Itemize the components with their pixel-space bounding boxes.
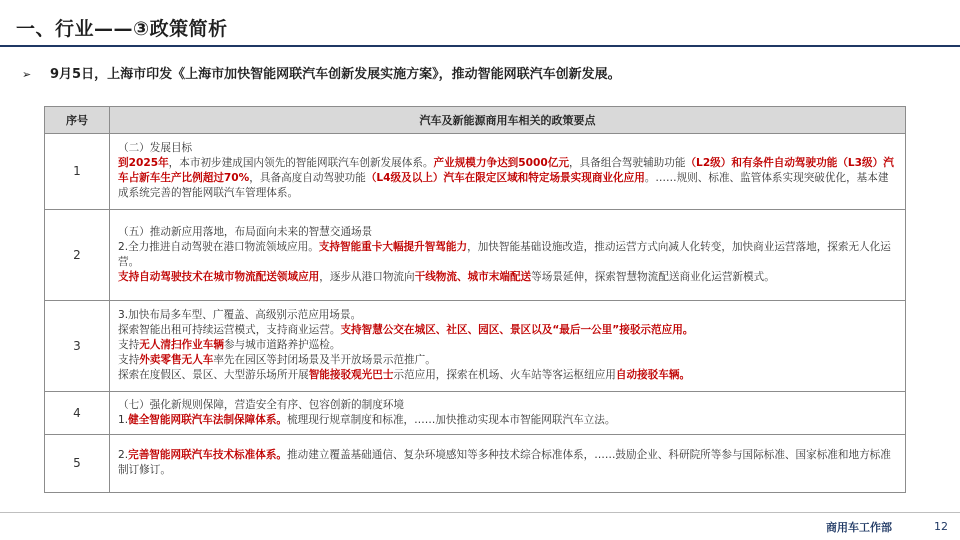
row-number: 2 (45, 210, 110, 301)
policy-text: （二）发展目标 (118, 142, 193, 154)
row-number: 1 (45, 134, 110, 210)
policy-text: ，具备组合驾驶辅助功能 (568, 157, 686, 169)
policy-paragraph (118, 225, 897, 240)
policy-text: ，加快智能基础设施改造，推动运营方式向减人化转变，加快商业运营落地，探索无人化运营。 (118, 240, 891, 268)
row-number: 5 (45, 435, 110, 493)
table-row (45, 435, 906, 493)
policy-text: 等场景延伸，探索智慧物流配送商业化运营新模式。 (531, 270, 775, 283)
table-row (45, 392, 906, 435)
row-content (110, 435, 906, 493)
footer-brand: 商用车工作部 (826, 521, 892, 534)
highlighted-text: （L2级）和有条件自动驾驶功能 (685, 157, 838, 169)
policy-paragraph (118, 323, 897, 338)
policy-text: 参与城市道路养护巡检。 (223, 339, 341, 351)
highlighted-text: 自动接驳车辆。 (615, 369, 691, 381)
highlighted-text: 智能接驳观光巴士 (308, 369, 394, 381)
policy-text: ，逐步从港口物流向 (319, 270, 415, 283)
intro-bullet (22, 63, 621, 82)
footer-divider (0, 512, 960, 513)
highlighted-text: 干线物流、城市末端配送 (414, 270, 532, 283)
row-content (110, 392, 906, 435)
policy-paragraph (118, 308, 897, 323)
policy-text: 梳理现行规章制度和标准，……加快推动实现本市智能网联汽车立法。 (287, 413, 616, 426)
policy-table (44, 106, 906, 493)
row-number: 4 (45, 392, 110, 435)
policy-paragraph (118, 413, 897, 428)
intro-text: 9月5日，上海市印发《上海市加快智能网联汽车创新发展实施方案》，推动智能网联汽车创新发展。 (50, 67, 621, 82)
highlighted-text: 健全智能网联汽车法制保障体系。 (128, 413, 288, 426)
policy-text: 示范应用，探索在机场、火车站等客运枢纽应用 (393, 369, 616, 381)
policy-text: 支持 (118, 354, 140, 366)
policy-text: ，具备高度自动驾驶功能 (249, 172, 366, 184)
policy-text: 。……规则、标准、监管体系实现突破优化，基本建成系统完善的智能网联汽车管理体系。 (118, 172, 889, 199)
policy-text: 探索智能出租可持续运营模式，支持商业运营。 (118, 324, 341, 336)
policy-paragraph (118, 398, 897, 413)
row-content (110, 301, 906, 392)
highlighted-text: （L3级）汽车占新车生产比例超过70% (118, 157, 894, 184)
highlighted-text: 无人清扫作业车辆 (139, 339, 224, 351)
highlighted-text: 到2025年 (118, 157, 169, 169)
table-header-row (45, 107, 906, 134)
policy-paragraph (118, 368, 897, 383)
policy-text: 探索在度假区、景区、大型游乐场所开展 (118, 369, 309, 381)
row-number: 3 (45, 301, 110, 392)
row-content (110, 210, 906, 301)
table-row (45, 301, 906, 392)
policy-paragraph (118, 270, 897, 285)
policy-text: （五）推动新应用落地，布局面向未来的智慧交通场景 (118, 225, 373, 238)
page-title: 一、行业——③政策简析 (16, 18, 228, 40)
title-divider (0, 45, 960, 47)
table-row (45, 134, 906, 210)
highlighted-text: （L4级及以上）汽车在限定区域和特定场景实现商业化应用 (365, 172, 645, 184)
policy-text: 3.加快布局多车型、广覆盖、高级别示范应用场景。 (118, 309, 362, 321)
policy-paragraph (118, 240, 897, 270)
arrow-bullet-icon: ➢ (22, 68, 32, 81)
policy-text: ，本市初步建成国内领先的智能网联汽车创新发展体系。 (168, 157, 434, 169)
policy-paragraph (118, 353, 897, 368)
highlighted-text: 支持智能重卡大幅提升智驾能力 (318, 240, 468, 253)
highlighted-text: 完善智能网联汽车技术标准体系。 (128, 449, 288, 461)
header-content: 汽车及新能源商用车相关的政策要点 (110, 107, 906, 134)
policy-text: 支持 (118, 339, 140, 351)
header-index: 序号 (45, 107, 110, 134)
policy-text: 2.全力推进自动驾驶在港口物流领域应用。 (118, 240, 319, 253)
highlighted-text: 支持智慧公交在城区、社区、园区、景区以及“最后一公里”接驳示范应用。 (340, 324, 694, 336)
row-content (110, 134, 906, 210)
page-number: 12 (934, 520, 948, 533)
table-row (45, 210, 906, 301)
highlighted-text: 外卖零售无人车 (139, 354, 214, 366)
highlighted-text: 产业规模力争达到5000亿元 (433, 157, 569, 169)
policy-text: 率先在园区等封闭场景及半开放场景示范推广。 (213, 354, 436, 366)
policy-text: 推动建立覆盖基础通信、复杂环境感知等多种技术综合标准体系，……鼓励企业、科研院所等参与国际标准、国家标准和地方标准制订修订。 (118, 449, 891, 476)
policy-paragraph (118, 141, 897, 156)
highlighted-text: 支持自动驾驶技术在城市物流配送领域应用 (118, 270, 320, 283)
policy-text: （七）强化新规则保障，营造安全有序、包容创新的制度环境 (118, 398, 405, 411)
policy-paragraph (118, 338, 897, 353)
policy-text: 2. (118, 449, 129, 461)
policy-paragraph (118, 156, 897, 201)
policy-text: 1. (118, 413, 129, 426)
policy-paragraph (118, 448, 897, 478)
